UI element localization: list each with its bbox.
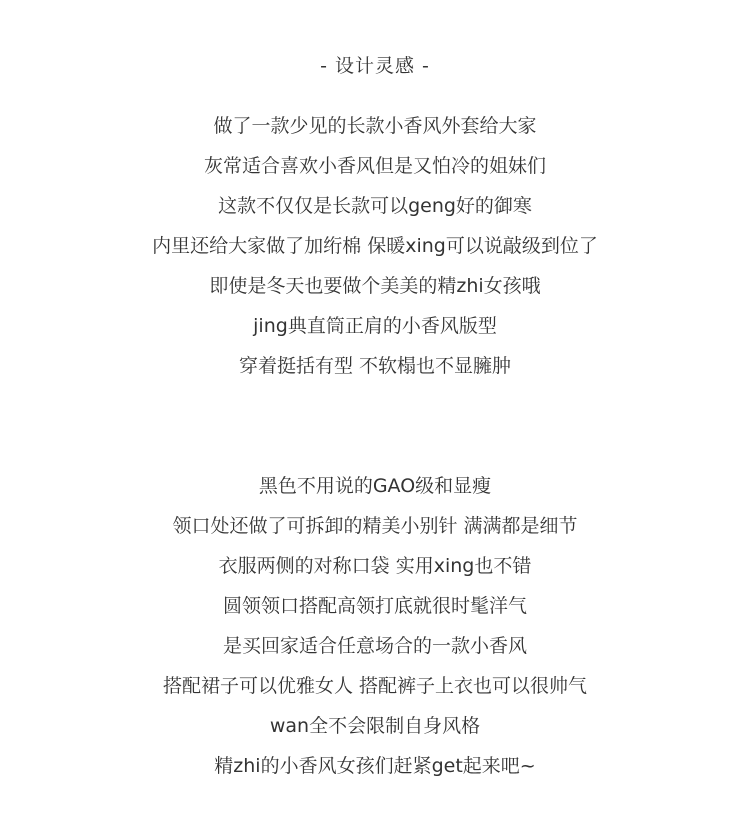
- text-line: 衣服两侧的对称口袋 实用xing也不错: [218, 555, 532, 577]
- paragraph-2: [0, 466, 750, 786]
- text-line: 穿着挺括有型 不软榻也不显臃肿: [238, 355, 512, 377]
- text-line: 领口处还做了可拆卸的精美小别针 满满都是细节: [172, 515, 578, 537]
- text-line: 灰常适合喜欢小香风但是又怕冷的姐妹们: [203, 155, 546, 177]
- paragraph-1: [0, 106, 750, 386]
- section-title: - 设计灵感 -: [320, 55, 430, 77]
- text-line: 做了一款少见的长款小香风外套给大家: [213, 115, 537, 137]
- text-line: 黑色不用说的GAO级和显瘦: [258, 475, 492, 497]
- text-line: 圆领领口搭配高领打底就很时髦洋气: [222, 595, 527, 617]
- text-line: 是买回家适合任意场合的一款小香风: [222, 635, 527, 657]
- text-line: 即使是冬天也要做个美美的精zhi女孩哦: [209, 275, 541, 297]
- text-line: 内里还给大家做了加绗棉 保暖xing可以说敲级到位了: [152, 235, 598, 257]
- text-line: wan全不会限制自身风格: [269, 715, 481, 737]
- text-line: 精zhi的小香风女孩们赶紧get起来吧~: [214, 755, 536, 777]
- text-line: 搭配裙子可以优雅女人 搭配裤子上衣也可以很帅气: [162, 675, 588, 697]
- text-line: 这款不仅仅是长款可以geng好的御寒: [218, 195, 532, 217]
- text-line: jing典直筒正肩的小香风版型: [253, 315, 497, 337]
